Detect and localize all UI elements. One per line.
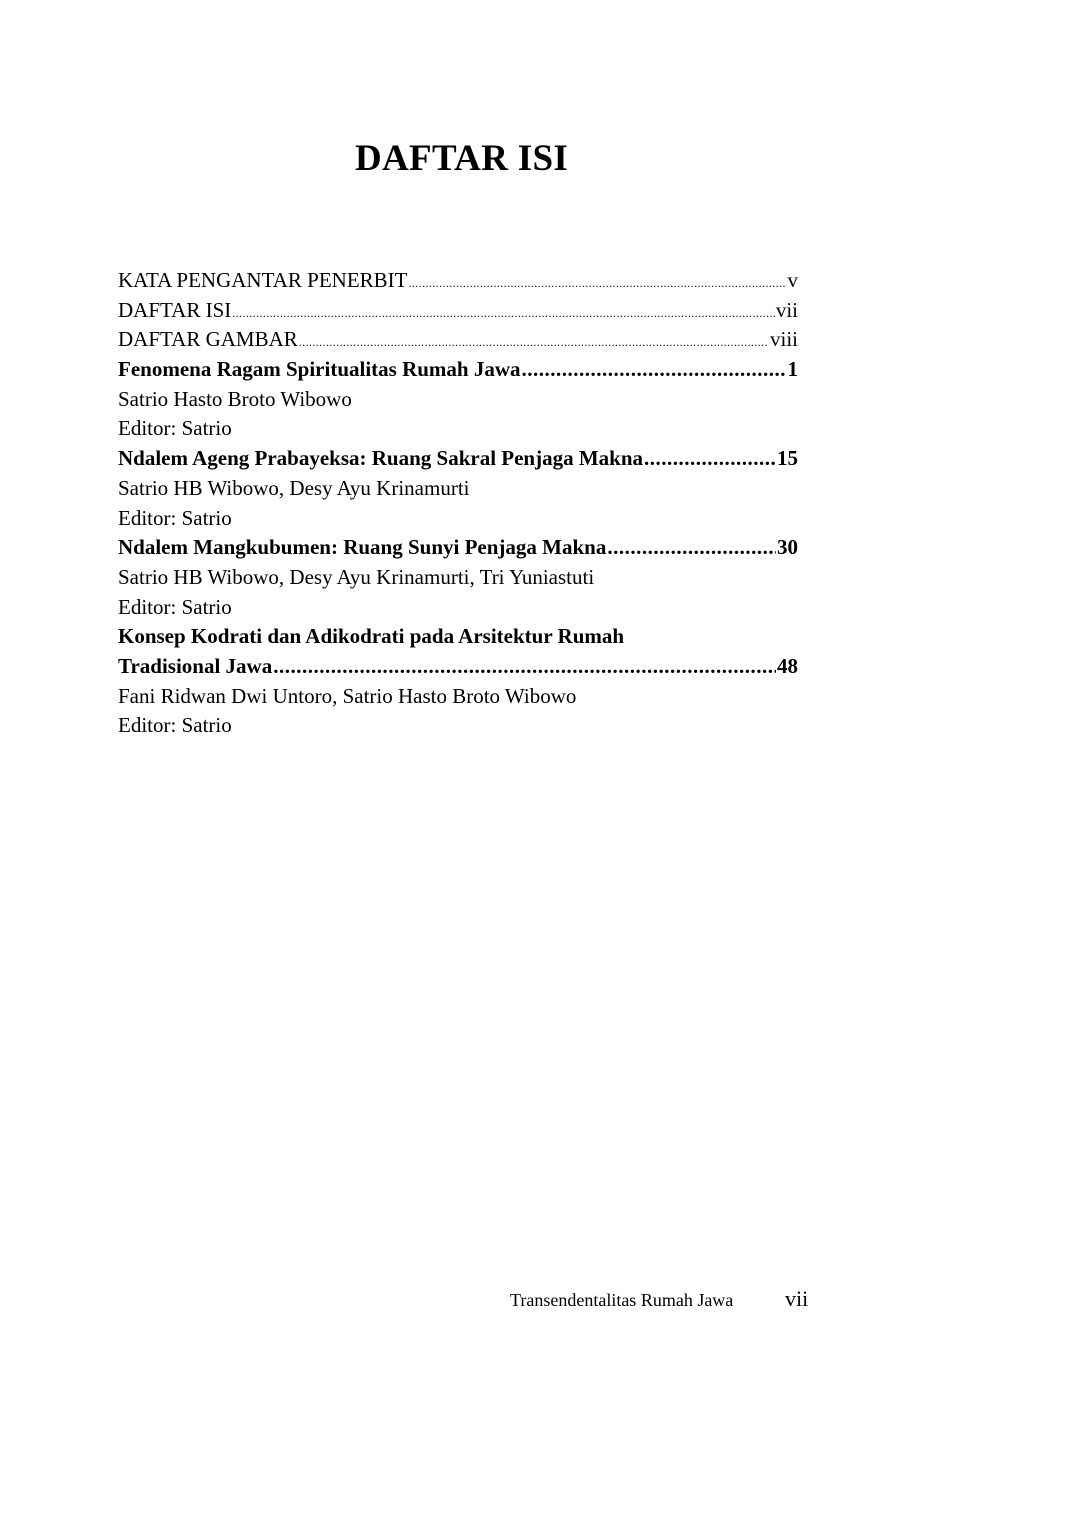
- toc-leader-dots: [232, 299, 775, 329]
- toc-entry-title: DAFTAR GAMBAR: [118, 327, 298, 352]
- toc-chapter-title: Fenomena Ragam Spiritualitas Rumah Jawa: [118, 357, 521, 382]
- toc-chapter-page: 30: [777, 535, 798, 560]
- toc-leader-dots: [607, 533, 776, 563]
- toc-entry-kata-pengantar[interactable]: [118, 266, 798, 296]
- toc-chapter-page: 48: [777, 653, 798, 678]
- toc-leader-dots: [273, 652, 776, 682]
- toc-chapter-2[interactable]: [118, 444, 798, 474]
- toc-entry-page: viii: [769, 327, 798, 352]
- toc-entry-daftar-isi[interactable]: [118, 296, 798, 326]
- toc-chapter-1[interactable]: [118, 355, 798, 385]
- footer-book-title: Transendentalitas Rumah Jawa: [510, 1290, 734, 1310]
- toc-chapter-authors: Satrio Hasto Broto Wibowo: [118, 386, 352, 411]
- footer-page-number: vii: [785, 1286, 809, 1311]
- toc-leader-dots: [408, 269, 786, 299]
- toc-chapter-editor: Editor: Satrio: [118, 713, 232, 738]
- table-of-contents: [118, 266, 798, 741]
- page-title: DAFTAR ISI: [355, 138, 569, 179]
- toc-chapter-editor: Editor: Satrio: [118, 505, 232, 530]
- toc-chapter-editor: Editor: Satrio: [118, 594, 232, 619]
- toc-leader-dots: [299, 328, 769, 358]
- toc-chapter-title: Tradisional Jawa: [118, 653, 273, 678]
- toc-chapter-4[interactable]: [118, 652, 798, 682]
- toc-chapter-3[interactable]: [118, 533, 798, 563]
- toc-chapter-page: 15: [777, 446, 798, 471]
- toc-entry-title: KATA PENGANTAR PENERBIT: [118, 268, 408, 292]
- toc-chapter-page: 1: [787, 357, 798, 382]
- toc-chapter-title: Ndalem Ageng Prabayeksa: Ruang Sakral Penjaga Makna: [118, 446, 644, 471]
- toc-chapter-editor: Editor: Satrio: [118, 416, 232, 441]
- toc-chapter-authors: Satrio HB Wibowo, Desy Ayu Krinamurti: [118, 475, 470, 500]
- page-footer: [510, 1286, 810, 1314]
- toc-chapter-authors: Fani Ridwan Dwi Untoro, Satrio Hasto Broto Wibowo: [118, 683, 577, 708]
- toc-chapter-authors: Satrio HB Wibowo, Desy Ayu Krinamurti, Tri Yuniastuti: [118, 564, 595, 589]
- toc-leader-dots: [644, 444, 776, 474]
- toc-chapter-4-title-line-1[interactable]: Konsep Kodrati dan Adikodrati pada Arsitektur Rumah: [118, 624, 625, 649]
- toc-entry-daftar-gambar[interactable]: [118, 325, 798, 355]
- toc-entry-title: DAFTAR ISI: [118, 297, 232, 322]
- toc-chapter-title: Ndalem Mangkubumen: Ruang Sunyi Penjaga Makna: [118, 535, 607, 560]
- toc-entry-page: vii: [775, 297, 798, 322]
- toc-entry-page: v: [787, 268, 798, 292]
- toc-leader-dots: [522, 355, 787, 385]
